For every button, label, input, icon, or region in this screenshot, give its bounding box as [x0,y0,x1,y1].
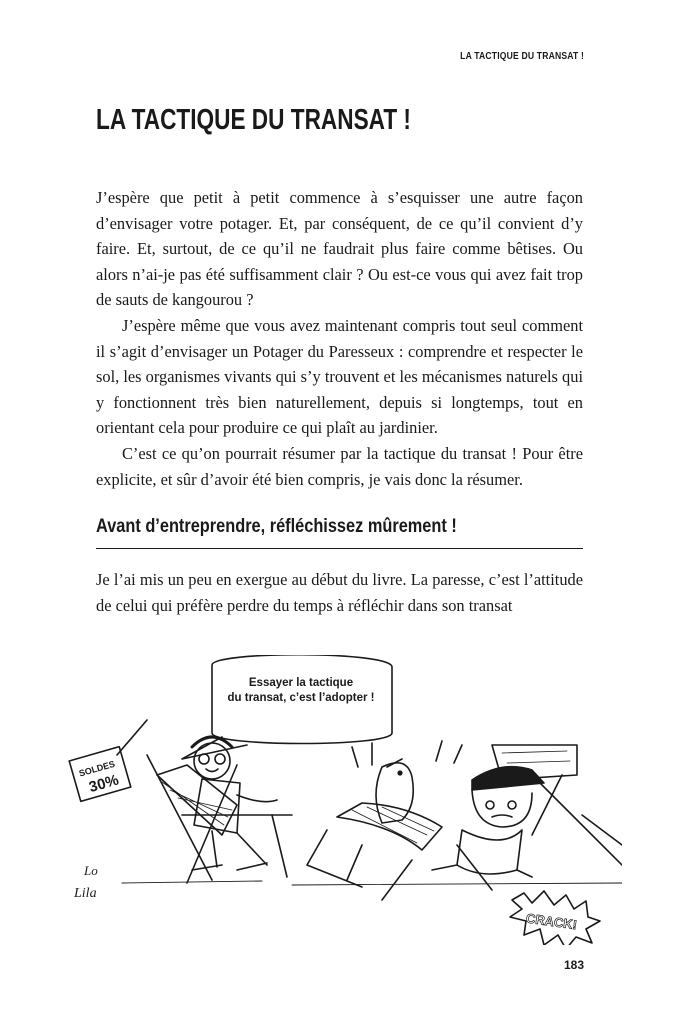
left-deckchair [147,755,292,883]
sale-sign [69,720,147,801]
surprise-marks [352,741,462,767]
tipped-chair-frame [492,745,622,880]
paragraph-3: C’est ce qu’on pourrait résumer par la tactique du transat ! Pour être explicite, et sûr d’avoir été bien compris, je vais donc la résumer. [96,443,583,489]
ground-line [122,881,622,885]
crack-text: CRACK! [525,910,579,933]
speech-bubble-text [206,676,396,706]
section-divider [96,548,583,549]
signature-bottom: Lila [74,886,97,901]
sign-bottom-text: 30% [87,771,121,797]
speech-line-1: Essayer la tactique [248,677,354,689]
speech-line-2: du transat, c’est l’adopter ! [227,692,375,704]
capped-character [432,767,544,877]
section-text [96,567,583,618]
section-title: Avant d’entreprendre, réfléchissez mûrement ! [96,516,457,537]
sign-top-text: SOLDES [77,758,117,779]
chapter-title: LA TACTIQUE DU TRANSAT ! [96,104,411,136]
paragraph-1: J’espère que petit à petit commence à s’esquisser une autre façon d’envisager votre potager. Et, par conséquent, de ce qu’il convient d’y faire. Et, surtout, de ce qu’il ne faudrait plus faire comme bêtises. Ou alors n’ai-je pas été suffisamment clair ? Ou est-ce vous qui avez fait trop de sauts de kangourou ? [96,188,583,310]
crack-burst [510,891,600,945]
page-number: 183 [563,958,584,972]
artist-signature [73,863,98,901]
intro-text [96,185,583,492]
signature-top: Lo [84,863,98,878]
broken-deckchair [307,803,492,900]
running-head: LA TACTIQUE DU TRANSAT ! [460,50,584,62]
paragraph-2: J’espère même que vous avez maintenant compris tout seul comment il s’agit d’envisager un Potager du Paresseux : comprendre et respecter le sol, les organismes vivants qui s’y trouvent et les mécanismes naturels qui y fonctionnent très bien naturellement, depuis si longtemps, tout en orientant cela pour produire ce qui plaît au jardinier. [96,315,583,438]
paragraph-4: Je l’ai mis un peu en exergue au début du livre. La paresse, c’est l’attitude de celui qui préfère perdre du temps à réfléchir dans son transat [96,570,583,615]
